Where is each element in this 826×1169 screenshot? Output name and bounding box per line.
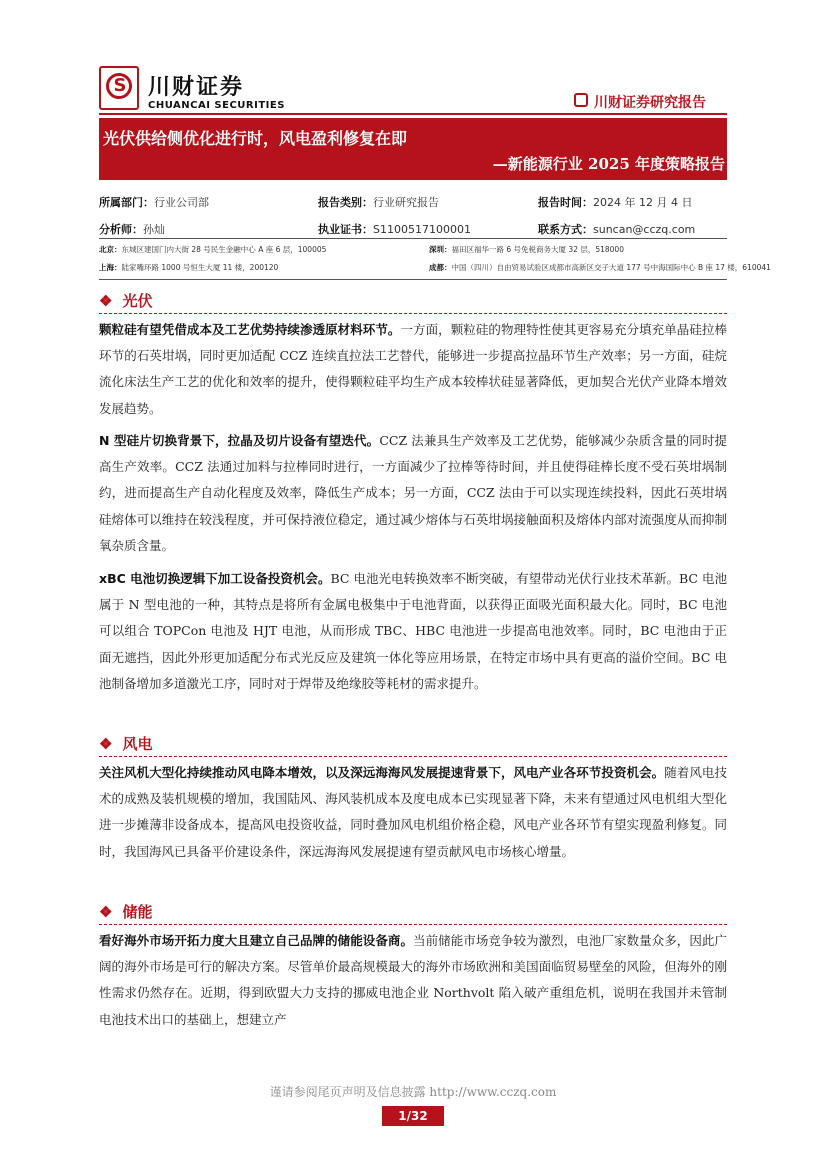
section-title: 储能 [122, 903, 153, 921]
diamond-bullet-icon: ❖ [99, 903, 113, 921]
report-tag-icon [574, 93, 588, 107]
dept-value: 行业公司部 [154, 196, 209, 209]
bj-value: 东城区建国门内大街 28 号民生金融中心 A 座 6 层，100005 [121, 245, 327, 254]
analyst-label: 分析师： [99, 223, 143, 236]
para-lead: N 型硅片切换背景下，拉晶及切片设备有望迭代。 [99, 433, 380, 448]
category-value: 行业研究报告 [373, 196, 439, 209]
section-title: 风电 [122, 735, 153, 753]
sh-value: 陆家嘴环路 1000 号恒生大厦 11 楼，200120 [121, 263, 279, 272]
cert-label: 执业证书： [318, 223, 373, 236]
section-rule [99, 924, 727, 925]
contact-label: 联系方式： [538, 223, 593, 236]
dept-label: 所属部门： [99, 196, 154, 209]
logo-s-glyph: S [113, 75, 127, 96]
company-name-cn: 川财证券 [148, 75, 245, 100]
company-name-en: CHUANCAI SECURITIES [148, 100, 285, 111]
bj-label: 北京： [99, 245, 122, 254]
meta-contact [538, 221, 695, 237]
sh-label: 上海： [99, 263, 122, 272]
paragraph-pv-3 [99, 566, 727, 697]
section-rule [99, 756, 727, 757]
address-beijing [99, 244, 326, 255]
para-text: 当前储能市场竞争较为激烈，电池厂家数量众多，因此广阔的海外市场是可行的解决方案。尽管单价最高规模最大的海外市场欧洲和美国面临贸易壁垒的风险，但海外的刚性需求仍然存在。近期，得到欧盟大力支持的挪威电池企业 Northvolt 陷入破产重组危机，说明在我国并未管制电池技术出口的基础上，想建立产 [99, 933, 727, 1027]
analyst-value: 孙灿 [143, 223, 165, 236]
meta-divider [99, 238, 727, 239]
footer-disclaimer: 谨请参阅尾页声明及信息披露 http://www.cczq.com [269, 1085, 557, 1099]
cert-value: S1100517100001 [373, 223, 471, 236]
address-shenzhen [429, 244, 624, 255]
para-text: BC 电池光电转换效率不断突破，有望带动光伏行业技术革新。BC 电池属于 N 型电池的一种，其特点是将所有金属电极集中于电池背面，以获得正面吸光面积最大化。同时，BC 电池可以组合 TOPCon 电池及 HJT 电池，从而形成 TBC、HBC 电池进一步提高电池效率。同时，BC 电池由于正面无遮挡，因此外形更加适配分布式光反应及建筑一体化等应用场景，在特定市场中具有更高的溢价空间。BC 电池制备增加多道激光工序，同时对于焊带及绝缘胶等耗材的需求提升。 [99, 571, 727, 691]
section-heading-pv [99, 290, 152, 311]
para-lead: 看好海外市场开拓力度大且建立自己品牌的储能设备商。 [99, 933, 414, 948]
meta-date [538, 194, 692, 210]
report-subtitle: —新能源行业 2025 年度策略报告 [492, 155, 725, 173]
report-title: 光伏供给侧优化进行时，风电盈利修复在即 [103, 129, 408, 148]
category-label: 报告类别： [318, 196, 373, 209]
cd-value: 中国（四川）自由贸易试验区成都市高新区交子大道 177 号中海国际中心 B 座 17 楼，610041 [451, 263, 771, 272]
address-divider [99, 279, 727, 280]
address-chengdu [429, 262, 771, 273]
section-heading-wind [99, 733, 152, 754]
para-lead: 颗粒硅有望凭借成本及工艺优势持续渗透原材料环节。 [99, 322, 401, 337]
paragraph-pv-2 [99, 428, 727, 559]
meta-analyst [99, 221, 165, 237]
para-lead: xBC 电池切换逻辑下加工设备投资机会。 [99, 571, 331, 586]
meta-category [318, 194, 439, 210]
meta-cert [318, 221, 471, 237]
address-shanghai [99, 262, 278, 273]
section-rule [99, 313, 727, 314]
para-text: 随着风电技术的成熟及装机规模的增加，我国陆风、海风装机成本及度电成本已实现显著下降，未来有望通过风电机组大型化进一步摊薄非设备成本，提高风电投资收益，同时叠加风电机组价格企稳，风电产业各环节有望实现盈利修复。同时，我国海风已具备平价建设条件，深远海海风发展提速有望贡献风电市场核心增量。 [99, 765, 727, 859]
cd-label: 成都： [429, 263, 452, 272]
meta-dept [99, 194, 209, 210]
report-tag: 川财证券研究报告 [594, 95, 706, 111]
diamond-bullet-icon: ❖ [99, 735, 113, 753]
sz-value: 福田区福华一路 6 号免税商务大厦 32 层，518000 [451, 245, 624, 254]
sz-label: 深圳： [429, 245, 452, 254]
date-value: 2024 年 12 月 4 日 [593, 196, 693, 209]
para-text: CCZ 法兼具生产效率及工艺优势，能够减少杂质含量的同时提高生产效率。CCZ 法通过加料与拉棒同时进行，一方面减少了拉棒等待时间，并且使得硅棒长度不受石英坩埚制约，进而提高生产自动化程度及效率，降低生产成本；另一方面，CCZ 法由于可以实现连续投料，因此石英坩埚硅熔体可以维持在较浅程度，并可保持液位稳定，通过减少熔体与石英坩埚接触面积及熔体内部对流强度从而抑制氧杂质含量。 [99, 433, 727, 553]
para-text: 一方面，颗粒硅的物理特性使其更容易充分填充单晶硅拉棒环节的石英坩埚，同时更加适配 CCZ 连续直拉法工艺替代，能够进一步提高拉晶环节生产效率；另一方面，硅烷流化床法生产工艺的优化和效率的提升，使得颗粒硅平均生产成本较棒状硅显著降低，更加契合光伏产业降本增效发展趋势。 [99, 322, 727, 416]
diamond-bullet-icon: ❖ [99, 292, 113, 310]
section-heading-storage [99, 901, 152, 922]
page-number: 1/32 [382, 1106, 444, 1126]
date-label: 报告时间： [538, 196, 593, 209]
header-rule [99, 113, 727, 115]
contact-value[interactable]: suncan@cczq.com [593, 223, 696, 236]
paragraph-pv-1 [99, 317, 727, 422]
paragraph-storage-1 [99, 928, 727, 1059]
section-title: 光伏 [122, 292, 153, 310]
para-lead: 关注风机大型化持续推动风电降本增效，以及深远海海风发展提速背景下，风电产业各环节投资机会。 [99, 765, 665, 780]
paragraph-wind-1 [99, 760, 727, 865]
